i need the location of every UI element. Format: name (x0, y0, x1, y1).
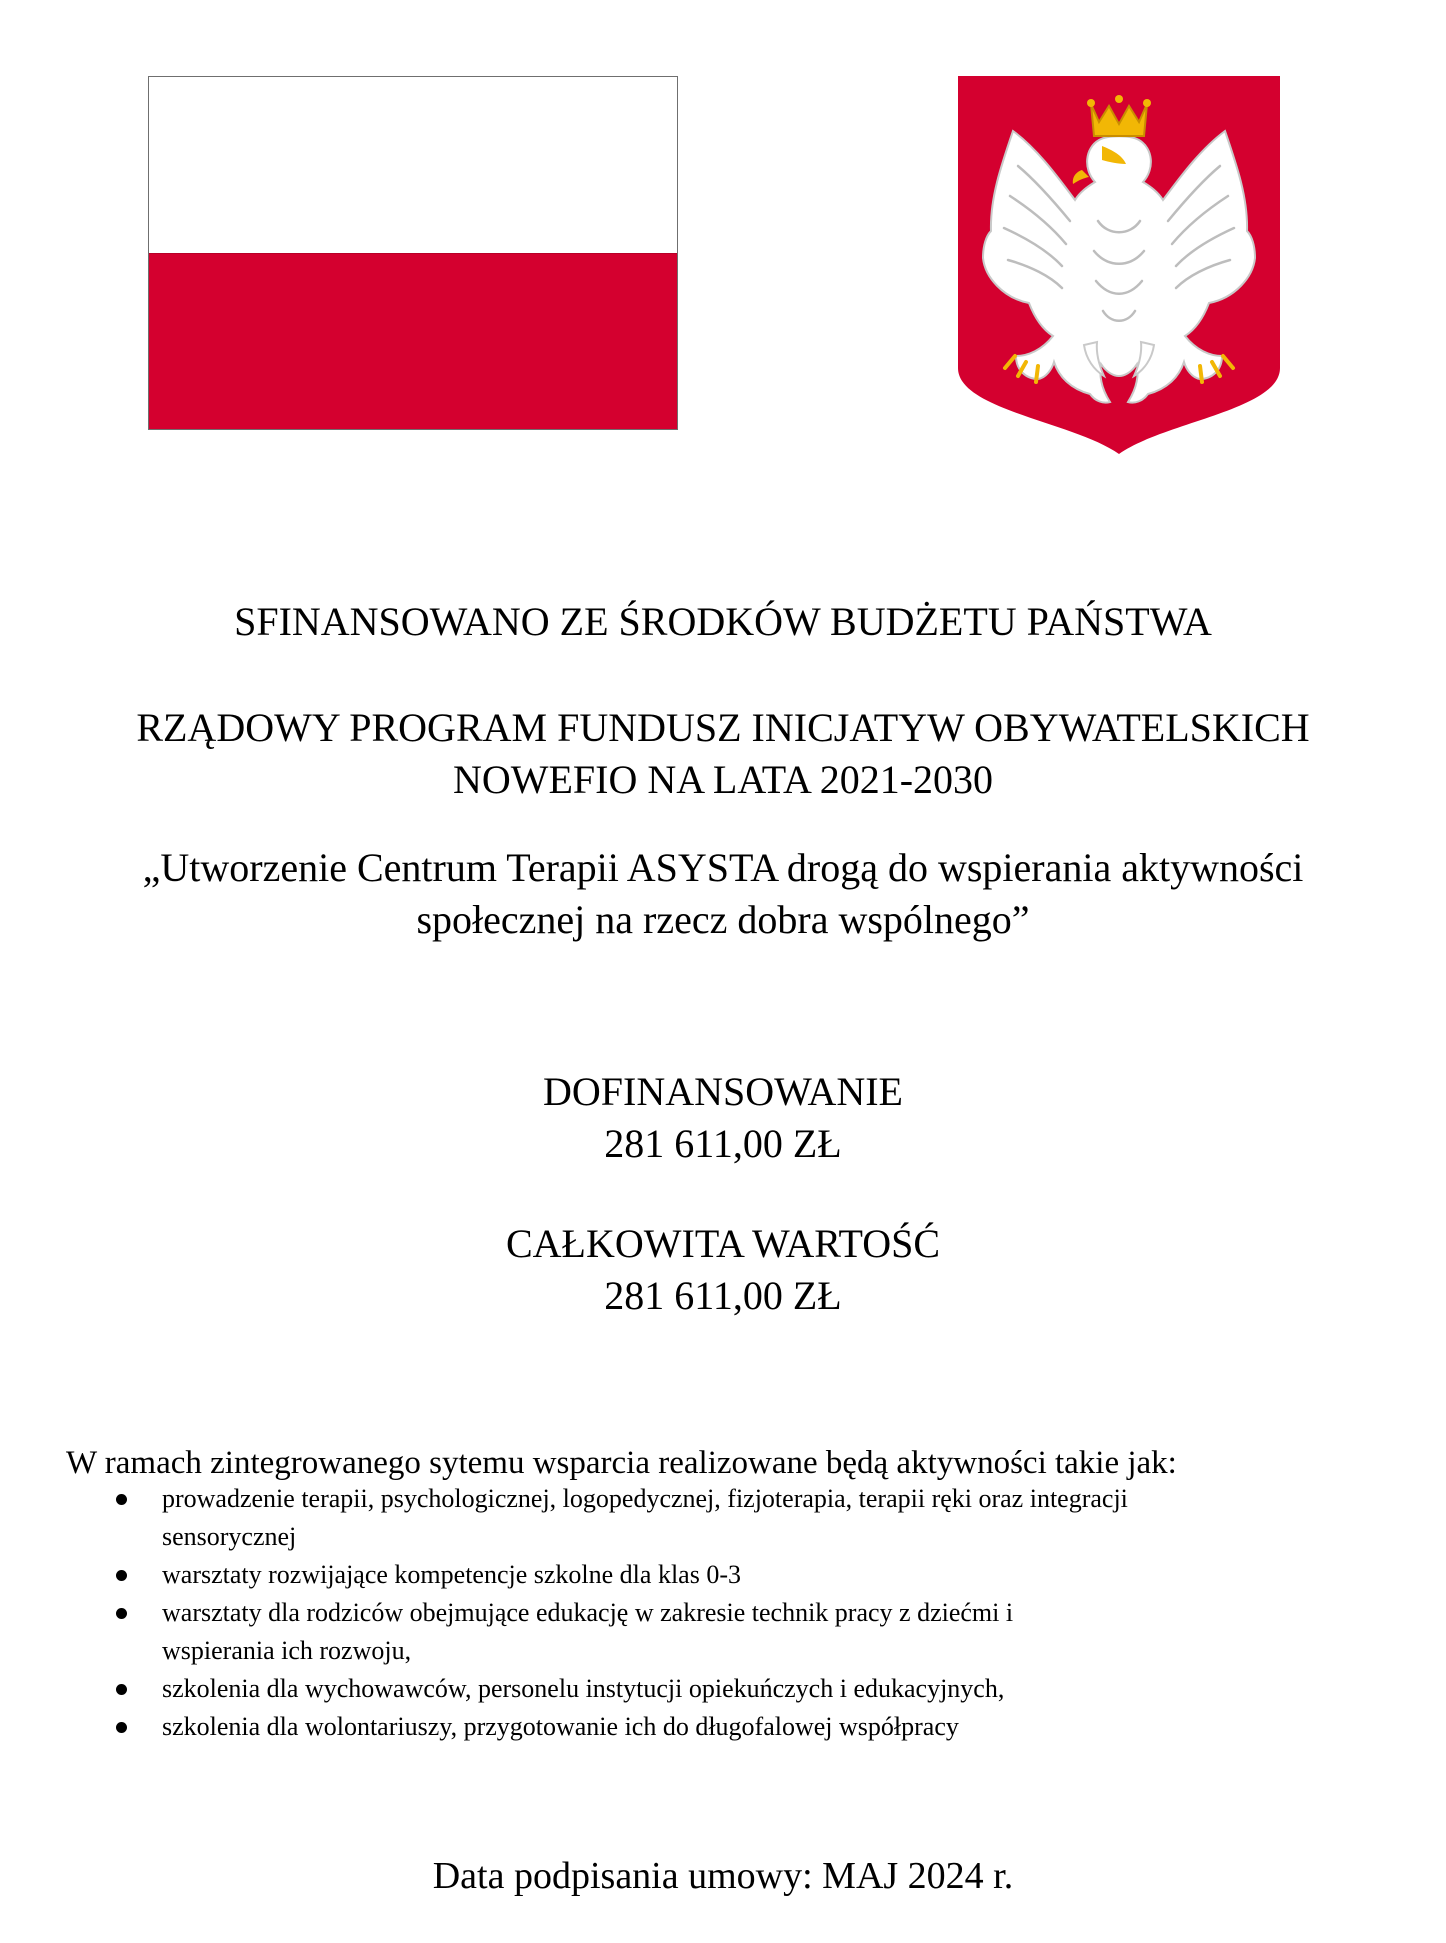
list-item-line: szkolenia dla wolontariuszy, przygotowanie ich do długofalowej współpracy (162, 1712, 959, 1741)
bullet-icon (116, 1684, 127, 1695)
list-item-line: warsztaty rozwijające kompetencje szkolne dla klas 0-3 (162, 1560, 741, 1589)
list-item-line: wspierania ich rozwoju, (162, 1636, 412, 1665)
project-title-line-2: społecznej na rzecz dobra wspólnego” (416, 897, 1030, 942)
list-item-line: warsztaty dla rodziców obejmujące edukację w zakresie technik pracy z dziećmi i (162, 1598, 1014, 1627)
bullet-icon (116, 1608, 127, 1619)
signing-date-text: Data podpisania umowy: MAJ 2024 r. (432, 1855, 1014, 1897)
program-heading (0, 702, 1446, 806)
bullet-icon (116, 1722, 127, 1733)
activities-intro: W ramach zintegrowanego sytemu wsparcia realizowane będą aktywności takie jak: (66, 1445, 1177, 1481)
flag-white-stripe (149, 77, 677, 253)
total-value-section (0, 1218, 1446, 1322)
funding-source-text: SFINANSOWANO ZE ŚRODKÓW BUDŻETU PAŃSTWA (234, 599, 1212, 644)
funding-source-heading (0, 598, 1446, 646)
list-item (110, 1594, 1385, 1670)
list-item-line: szkolenia dla wychowawców, personelu instytucji opiekuńczych i edukacyjnych, (162, 1674, 1005, 1703)
list-item-line: prowadzenie terapii, psychologicznej, logopedycznej, fizjoterapia, terapii ręki oraz integracji (162, 1484, 1128, 1513)
total-value-label: CAŁKOWITA WARTOŚĆ (505, 1221, 941, 1266)
project-title-line-1: „Utworzenie Centrum Terapii ASYSTA drogą do wspierania aktywności (142, 845, 1304, 890)
project-title (0, 842, 1446, 946)
cofinancing-value: 281 611,00 ZŁ (604, 1121, 842, 1166)
bullet-icon (116, 1494, 127, 1505)
list-item (110, 1556, 1385, 1594)
signing-date (0, 1852, 1446, 1900)
activities-list (110, 1480, 1385, 1746)
program-line-2: NOWEFIO NA LATA 2021-2030 (452, 757, 994, 802)
program-line-1: RZĄDOWY PROGRAM FUNDUSZ INICJATYW OBYWATELSKICH (136, 705, 1310, 750)
flag-red-stripe (149, 253, 677, 429)
total-value-amount: 281 611,00 ZŁ (604, 1273, 842, 1318)
poland-flag-icon (148, 76, 678, 430)
bullet-icon (116, 1570, 127, 1581)
list-item-line: sensorycznej (162, 1522, 297, 1551)
poland-eagle-emblem-icon (958, 76, 1280, 454)
list-item (110, 1708, 1385, 1746)
list-item (110, 1480, 1385, 1556)
cofinancing-section (0, 1066, 1446, 1170)
list-item (110, 1670, 1385, 1708)
cofinancing-label: DOFINANSOWANIE (543, 1069, 903, 1114)
